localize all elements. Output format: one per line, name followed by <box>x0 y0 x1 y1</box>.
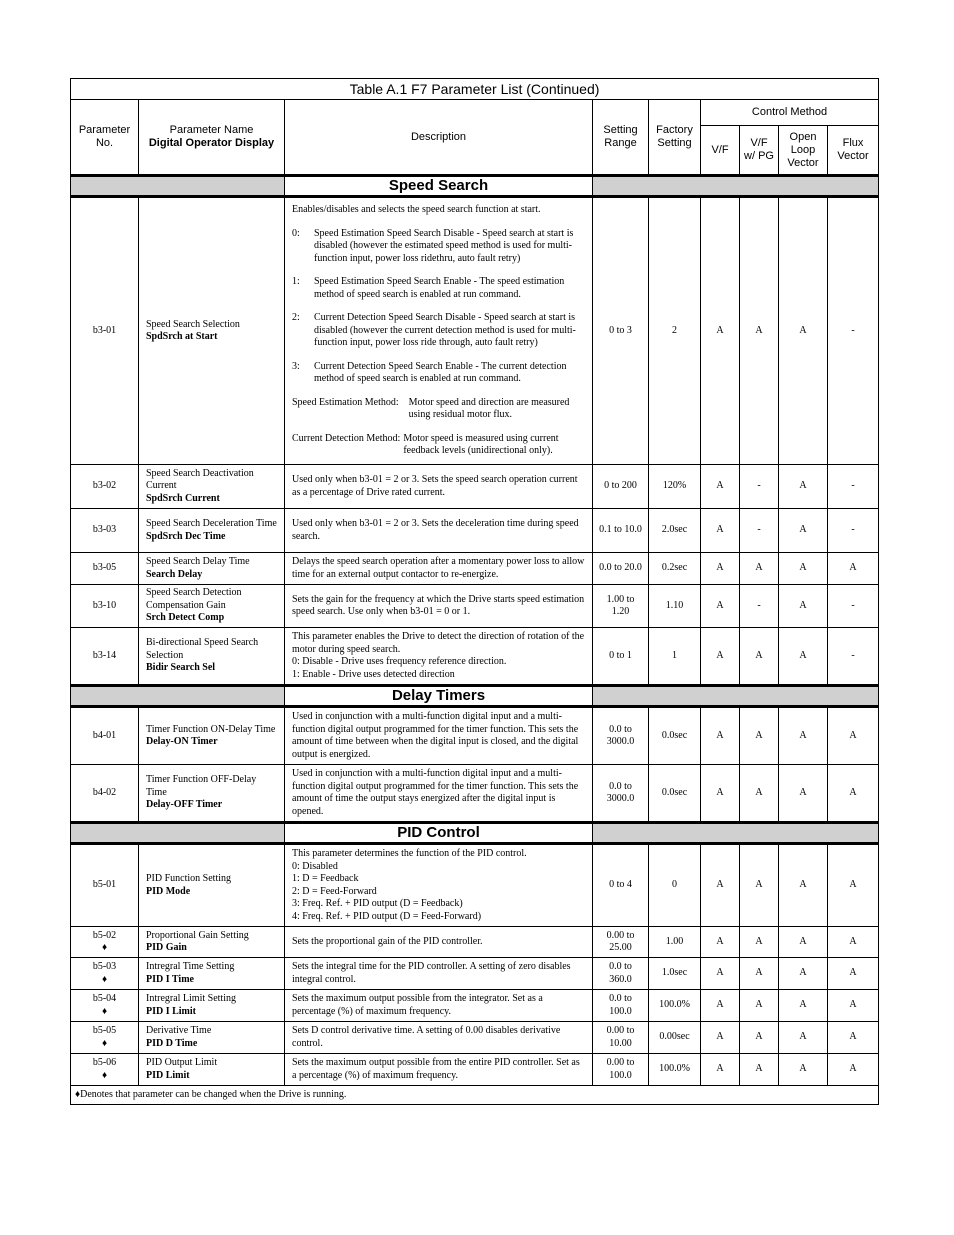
table-row <box>71 958 879 990</box>
param-name-text: Intregral Time Setting <box>146 961 235 972</box>
method-vf: A <box>701 990 740 1022</box>
method-fv: - <box>828 509 879 553</box>
method-olv: A <box>779 927 828 958</box>
param-no: b3-10 <box>71 585 139 628</box>
param-no: b4-01 <box>71 707 139 765</box>
param-no: b5-01 <box>71 844 139 927</box>
desc-line: 0: Disabled <box>292 860 338 872</box>
desc-line: This parameter enables the Drive to detect the direction of rotation of the motor during speed search. <box>292 631 585 655</box>
param-name <box>139 707 285 765</box>
section-title-pid-control: PID Control <box>285 823 593 844</box>
header-param-name-label: Parameter Name <box>169 124 254 136</box>
param-description: Sets the integral time for the PID controller. A setting of zero disables integral control. <box>285 958 593 990</box>
method-olv: A <box>779 465 828 509</box>
method-fv: - <box>828 197 879 465</box>
param-description: Sets D control derivative time. A setting of 0.00 disables derivative control. <box>285 1022 593 1054</box>
desc-intro: Enables/disables and selects the speed search function at start. <box>292 204 541 216</box>
param-no: b3-14 <box>71 628 139 686</box>
method-vfpg: A <box>740 990 779 1022</box>
option-text: Current Detection Speed Search Enable - The current detection method of speed search is enabled at run command. <box>314 360 567 385</box>
setting-range: 0.00 to 10.00 <box>593 1022 649 1054</box>
desc-line: This parameter determines the function of the PID control. <box>292 848 527 859</box>
factory-setting: 0.2sec <box>649 553 701 585</box>
running-change-icon: ♦ <box>101 1005 108 1017</box>
param-no: b4-02 <box>71 765 139 823</box>
param-description: Used only when b3-01 = 2 or 3. Sets the deceleration time during speed search. <box>285 509 593 553</box>
param-name-text: Timer Function OFF-Delay Time <box>146 774 257 798</box>
option-text: Speed Estimation Speed Search Disable - Speed search at start is disabled (however the estimated speed method is used for multi-function input, power loss ridethru, auto fault retry) <box>314 227 574 264</box>
method-vf: A <box>701 509 740 553</box>
param-display: SpdSrch Dec Time <box>146 530 226 542</box>
param-display: Delay-ON Timer <box>146 736 218 747</box>
method-vfpg: A <box>740 765 779 823</box>
method-fv: A <box>828 553 879 585</box>
param-no <box>71 1022 139 1054</box>
param-display: Delay-OFF Timer <box>146 799 223 811</box>
section-gray-left <box>71 686 285 707</box>
method-fv: A <box>828 1054 879 1086</box>
method-label: Speed Estimation Method: <box>292 396 399 408</box>
table-row <box>71 1022 879 1054</box>
param-name <box>139 1054 285 1086</box>
header-olv: Open Loop Vector <box>779 126 828 176</box>
param-name-text: PID Function Setting <box>146 873 232 884</box>
footnote: ♦Denotes that parameter can be changed when the Drive is running. <box>71 1086 879 1105</box>
setting-range: 0 to 1 <box>593 628 649 686</box>
method-fv: - <box>828 465 879 509</box>
option-num: 2: <box>292 312 300 324</box>
running-change-icon: ♦ <box>101 942 108 953</box>
param-name <box>139 990 285 1022</box>
param-no-text: b5-05 <box>92 1025 117 1036</box>
method-vfpg: A <box>740 1022 779 1054</box>
factory-setting: 0.0sec <box>649 765 701 823</box>
factory-setting: 1.10 <box>649 585 701 628</box>
setting-range: 0.00 to 100.0 <box>593 1054 649 1086</box>
option-num: 1: <box>292 276 300 288</box>
desc-method-1 <box>292 397 585 422</box>
desc-option-0 <box>292 228 585 266</box>
param-name-text: Bi-directional Speed Search Selection <box>146 637 259 661</box>
method-vf: A <box>701 1054 740 1086</box>
param-no-text: b5-06 <box>92 1057 117 1068</box>
running-change-icon: ♦ <box>101 1069 108 1081</box>
param-display: SpdSrch Current <box>146 492 220 504</box>
param-name-text: PID Output Limit <box>146 1057 218 1068</box>
table-row <box>71 509 879 553</box>
param-no: b3-01 <box>71 197 139 465</box>
desc-line: 1: Enable - Drive uses detected direction <box>292 668 455 680</box>
param-description: Used only when b3-01 = 2 or 3. Sets the speed search operation current as a percentage of Drive rated current. <box>285 465 593 509</box>
method-vf: A <box>701 958 740 990</box>
param-name-text: Intregral Limit Setting <box>146 993 236 1004</box>
header-setting-range: Setting Range <box>593 100 649 176</box>
param-no <box>71 958 139 990</box>
header-vfpg: V/F w/ PG <box>740 126 779 176</box>
method-vf: A <box>701 927 740 958</box>
param-no-text: b5-04 <box>92 993 117 1004</box>
method-fv: A <box>828 707 879 765</box>
method-fv: A <box>828 958 879 990</box>
factory-setting: 0.0sec <box>649 707 701 765</box>
setting-range: 1.00 to 1.20 <box>593 585 649 628</box>
option-text: Speed Estimation Speed Search Enable - The speed estimation method of speed search is enabled at run command. <box>314 276 565 300</box>
method-vf: A <box>701 465 740 509</box>
param-name <box>139 553 285 585</box>
param-no: b3-05 <box>71 553 139 585</box>
desc-option-2 <box>292 312 585 350</box>
param-display: Search Delay <box>146 568 203 580</box>
table-row <box>71 628 879 686</box>
section-title-speed-search: Speed Search <box>285 176 593 197</box>
section-pid-control <box>71 823 879 844</box>
method-fv: A <box>828 927 879 958</box>
param-name-text: Speed Search Delay Time <box>146 556 250 567</box>
param-name <box>139 509 285 553</box>
setting-range: 0.0 to 3000.0 <box>593 765 649 823</box>
method-vfpg: A <box>740 927 779 958</box>
param-display: Bidir Search Sel <box>146 662 216 674</box>
method-vf: A <box>701 553 740 585</box>
param-display: Srch Detect Comp <box>146 612 225 624</box>
header-display-label: Digital Operator Display <box>148 137 275 149</box>
method-olv: A <box>779 844 828 927</box>
option-num: 0: <box>292 227 300 239</box>
factory-setting: 100.0% <box>649 990 701 1022</box>
method-label: Current Detection Method: <box>292 432 401 444</box>
param-name <box>139 465 285 509</box>
method-vf: A <box>701 585 740 628</box>
running-change-icon: ♦ <box>101 973 108 985</box>
method-fv: A <box>828 844 879 927</box>
section-gray-left <box>71 176 285 197</box>
method-vfpg: A <box>740 553 779 585</box>
param-description: Sets the maximum output possible from the entire PID controller. Set as a percentage (%) of maximum frequency. <box>285 1054 593 1086</box>
method-vf: A <box>701 628 740 686</box>
header-description: Description <box>285 100 593 176</box>
table-row <box>71 585 879 628</box>
option-num: 3: <box>292 360 300 372</box>
method-text: Motor speed is measured using current feedback levels (unidirectional only). <box>403 432 559 457</box>
param-name <box>139 765 285 823</box>
method-vfpg: A <box>740 844 779 927</box>
factory-setting: 2 <box>649 197 701 465</box>
param-display: SpdSrch at Start <box>146 331 218 342</box>
table-title: Table A.1 F7 Parameter List (Continued) <box>71 79 879 100</box>
method-vf: A <box>701 765 740 823</box>
param-name-text: Speed Search Detection Compensation Gain <box>146 587 242 611</box>
param-name <box>139 585 285 628</box>
method-vf: A <box>701 1022 740 1054</box>
param-name <box>139 958 285 990</box>
setting-range: 0.1 to 10.0 <box>593 509 649 553</box>
param-description <box>285 844 593 927</box>
desc-line: 3: Freq. Ref. + PID output (D = Feedback) <box>292 898 463 909</box>
setting-range: 0.0 to 3000.0 <box>593 707 649 765</box>
param-description: Sets the proportional gain of the PID controller. <box>285 927 593 958</box>
setting-range: 0 to 3 <box>593 197 649 465</box>
param-no: b3-02 <box>71 465 139 509</box>
section-title-delay-timers: Delay Timers <box>285 686 593 707</box>
param-display: PID Gain <box>146 942 187 953</box>
header-fv: Flux Vector <box>828 126 879 176</box>
method-fv: - <box>828 585 879 628</box>
param-description: Sets the gain for the frequency at which the Drive starts speed estimation speed search. Use only when b3-01 = 0 or 1. <box>285 585 593 628</box>
method-olv: A <box>779 585 828 628</box>
option-text: Current Detection Speed Search Disable - Speed search at start is disabled (however the current detection method is used for multi-function input, power loss ride through, auto fault retry) <box>314 312 576 349</box>
method-olv: A <box>779 553 828 585</box>
setting-range: 0 to 4 <box>593 844 649 927</box>
desc-option-1 <box>292 276 585 301</box>
param-name <box>139 1022 285 1054</box>
param-name <box>139 197 285 465</box>
param-name-text: Derivative Time <box>146 1025 212 1036</box>
method-vfpg: A <box>740 197 779 465</box>
factory-setting: 1 <box>649 628 701 686</box>
table-row <box>71 844 879 927</box>
param-name <box>139 844 285 927</box>
method-vfpg: - <box>740 465 779 509</box>
table-row <box>71 927 879 958</box>
header-param-name <box>139 100 285 176</box>
method-olv: A <box>779 1054 828 1086</box>
method-text: Motor speed and direction are measured using residual motor flux. <box>408 396 570 421</box>
param-name-text: Speed Search Deceleration Time <box>146 518 277 529</box>
setting-range: 0.0 to 20.0 <box>593 553 649 585</box>
setting-range: 0.0 to 100.0 <box>593 990 649 1022</box>
method-fv: A <box>828 990 879 1022</box>
section-speed-search <box>71 176 879 197</box>
section-delay-timers <box>71 686 879 707</box>
factory-setting: 100.0% <box>649 1054 701 1086</box>
method-olv: A <box>779 509 828 553</box>
section-gray-right <box>593 176 879 197</box>
running-change-icon: ♦ <box>101 1037 108 1049</box>
method-vfpg: - <box>740 509 779 553</box>
factory-setting: 120% <box>649 465 701 509</box>
table-row <box>71 1054 879 1086</box>
desc-line: 2: D = Feed-Forward <box>292 885 377 897</box>
param-no: b3-03 <box>71 509 139 553</box>
setting-range: 0.0 to 360.0 <box>593 958 649 990</box>
method-fv: A <box>828 1022 879 1054</box>
param-name-text: Proportional Gain Setting <box>146 929 249 941</box>
section-gray-left <box>71 823 285 844</box>
param-display: PID Limit <box>146 1069 190 1081</box>
method-vfpg: A <box>740 628 779 686</box>
param-no <box>71 1054 139 1086</box>
method-vfpg: - <box>740 585 779 628</box>
param-name <box>139 927 285 958</box>
method-vfpg: A <box>740 958 779 990</box>
desc-line: 0: Disable - Drive uses frequency reference direction. <box>292 656 507 667</box>
factory-setting: 1.00 <box>649 927 701 958</box>
table-row <box>71 465 879 509</box>
parameter-table <box>70 78 879 1105</box>
param-display: PID D Time <box>146 1037 198 1049</box>
footnote-row <box>71 1086 879 1105</box>
method-fv: - <box>828 628 879 686</box>
param-description: Used in conjunction with a multi-function digital input and a multi-function digital output programmed for the timer function. This sets the amount of time the output stays energized after the digital input is opened. <box>285 765 593 823</box>
param-display: PID I Limit <box>146 1005 196 1017</box>
header-param-no: Parameter No. <box>71 100 139 176</box>
desc-line: 1: D = Feedback <box>292 873 359 884</box>
method-olv: A <box>779 958 828 990</box>
desc-line: 4: Freq. Ref. + PID output (D = Feed-Forward) <box>292 910 482 922</box>
method-vf: A <box>701 197 740 465</box>
param-display: PID I Time <box>146 973 194 985</box>
param-description <box>285 197 593 465</box>
method-olv: A <box>779 765 828 823</box>
desc-option-3 <box>292 361 585 386</box>
method-vfpg: A <box>740 707 779 765</box>
table-row <box>71 990 879 1022</box>
method-olv: A <box>779 707 828 765</box>
setting-range: 0.00 to 25.00 <box>593 927 649 958</box>
table-row <box>71 553 879 585</box>
method-fv: A <box>828 765 879 823</box>
header-vf: V/F <box>701 126 740 176</box>
param-description: Used in conjunction with a multi-function digital input and a multi-function digital output programmed for the timer function. This sets the amount of time between when the digital input is closed, and the digital output is energized. <box>285 707 593 765</box>
method-olv: A <box>779 1022 828 1054</box>
param-name-text: Speed Search Selection <box>146 318 240 330</box>
factory-setting: 0.00sec <box>649 1022 701 1054</box>
param-description <box>285 628 593 686</box>
factory-setting: 0 <box>649 844 701 927</box>
section-gray-right <box>593 686 879 707</box>
desc-method-2 <box>292 433 585 458</box>
method-vf: A <box>701 844 740 927</box>
method-vfpg: A <box>740 1054 779 1086</box>
table-row-b3-01 <box>71 197 879 465</box>
param-name-text: Timer Function ON-Delay Time <box>146 723 276 735</box>
param-description: Delays the speed search operation after a momentary power loss to allow time for an external output contactor to re-energize. <box>285 553 593 585</box>
table-row <box>71 765 879 823</box>
method-olv: A <box>779 628 828 686</box>
table-row <box>71 707 879 765</box>
param-no <box>71 990 139 1022</box>
method-olv: A <box>779 197 828 465</box>
param-display: PID Mode <box>146 885 191 897</box>
header-control-method: Control Method <box>701 100 879 126</box>
factory-setting: 1.0sec <box>649 958 701 990</box>
param-name-text: Speed Search Deactivation Current <box>146 467 254 492</box>
method-vf: A <box>701 707 740 765</box>
param-no-text: b5-02 <box>92 929 117 941</box>
factory-setting: 2.0sec <box>649 509 701 553</box>
param-description: Sets the maximum output possible from the integrator. Set as a percentage (%) of maximum frequency. <box>285 990 593 1022</box>
method-olv: A <box>779 990 828 1022</box>
setting-range: 0 to 200 <box>593 465 649 509</box>
param-no-text: b5-03 <box>92 961 117 972</box>
param-no <box>71 927 139 958</box>
param-name <box>139 628 285 686</box>
section-gray-right <box>593 823 879 844</box>
header-factory-setting: Factory Setting <box>649 100 701 176</box>
